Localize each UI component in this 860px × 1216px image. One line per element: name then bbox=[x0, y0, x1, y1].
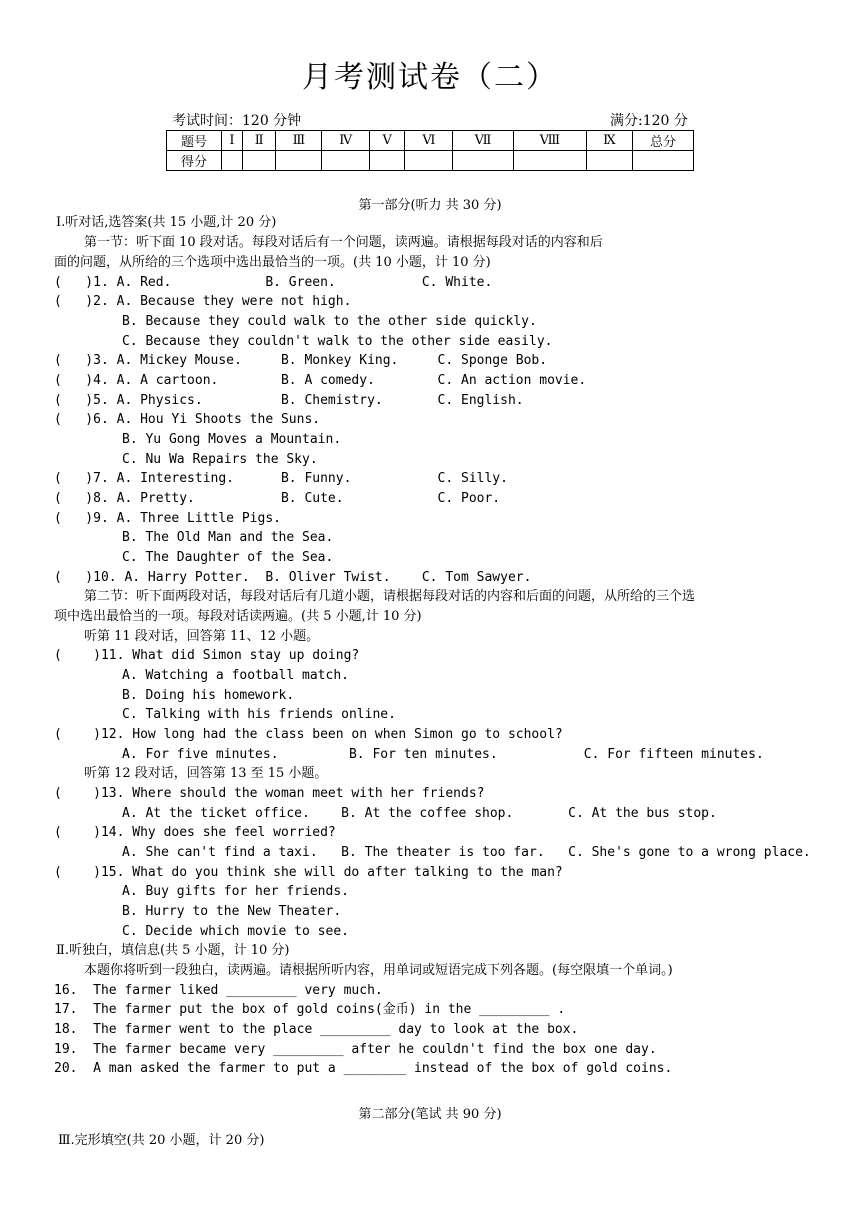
question-8: ( )8. A. Pretty. B. Cute. C. Poor. bbox=[54, 491, 501, 506]
score-header-cell: 题号 bbox=[167, 131, 222, 151]
question-15-option-b: B. Hurry to the New Theater. bbox=[122, 904, 342, 919]
score-table-score-row bbox=[167, 151, 694, 171]
page-title: 月考测试卷（二） bbox=[302, 60, 558, 95]
score-header-cell: Ⅷ bbox=[513, 131, 586, 151]
question-5: ( )5. A. Physics. B. Chemistry. C. English. bbox=[54, 393, 524, 408]
score-cell[interactable] bbox=[276, 151, 322, 171]
score-table bbox=[166, 130, 694, 171]
score-header-cell: Ⅲ bbox=[276, 131, 322, 151]
question-12-options: A. For five minutes. B. For ten minutes. C. For fifteen minutes. bbox=[122, 747, 764, 762]
question-9: ( )9. A. Three Little Pigs. bbox=[54, 511, 281, 526]
score-row-label: 得分 bbox=[167, 151, 222, 171]
section1-part2-instruction-cont: 项中选出最恰当的一项。每段对话读两遍。(共 5 小题,计 10 分) bbox=[54, 609, 422, 624]
question-3: ( )3. A. Mickey Mouse. B. Monkey King. C. Sponge Bob. bbox=[54, 353, 548, 368]
score-cell[interactable] bbox=[242, 151, 275, 171]
question-18: 18. The farmer went to the place _________ day to look at the box. bbox=[54, 1022, 579, 1037]
section3-heading: Ⅲ.完形填空(共 20 小题，计 20 分) bbox=[58, 1133, 265, 1148]
exam-time: 考试时间：120 分钟 bbox=[172, 113, 302, 129]
question-14-options: A. She can't find a taxi. B. The theater is too far. C. She's gone to a wrong place. bbox=[122, 845, 811, 860]
section2-instruction: 本题你将听到一段独白，读两遍。请根据所听内容，用单词或短语完成下列各题。(每空限填一个单词。) bbox=[84, 963, 673, 978]
question-19: 19. The farmer became very _________ after he couldn't find the box one day. bbox=[54, 1042, 657, 1057]
score-header-cell: Ⅵ bbox=[405, 131, 453, 151]
section1-heading: Ⅰ.听对话,选答案(共 15 小题,计 20 分) bbox=[56, 215, 277, 230]
section2-heading: Ⅱ.听独白，填信息(共 5 小题，计 10 分) bbox=[56, 943, 290, 958]
question-10: ( )10. A. Harry Potter. B. Oliver Twist. C. Tom Sawyer. bbox=[54, 570, 532, 585]
question-11: ( )11. What did Simon stay up doing? bbox=[54, 648, 360, 663]
score-header-cell: Ⅰ bbox=[222, 131, 243, 151]
question-9-option-c: C. The Daughter of the Sea. bbox=[122, 550, 334, 565]
score-cell[interactable] bbox=[370, 151, 405, 171]
question-7: ( )7. A. Interesting. B. Funny. C. Silly. bbox=[54, 471, 508, 486]
part2-heading: 第二部分(笔试 共 90 分) bbox=[358, 1107, 502, 1122]
question-15-option-c: C. Decide which movie to see. bbox=[122, 924, 349, 939]
question-6-option-b: B. Yu Gong Moves a Mountain. bbox=[122, 432, 342, 447]
question-11-option-b: B. Doing his homework. bbox=[122, 688, 295, 703]
question-14: ( )14. Why does she feel worried? bbox=[54, 825, 336, 840]
score-cell[interactable] bbox=[222, 151, 243, 171]
question-15: ( )15. What do you think she will do after talking to the man? bbox=[54, 865, 563, 880]
question-16: 16. The farmer liked _________ very much. bbox=[54, 983, 383, 998]
part1-heading: 第一部分(听力 共 30 分) bbox=[358, 198, 502, 213]
question-6: ( )6. A. Hou Yi Shoots the Suns. bbox=[54, 412, 321, 427]
score-header-cell: Ⅱ bbox=[242, 131, 275, 151]
question-15-option-a: A. Buy gifts for her friends. bbox=[122, 884, 349, 899]
score-header-cell: Ⅶ bbox=[453, 131, 513, 151]
score-cell[interactable] bbox=[405, 151, 453, 171]
question-4: ( )4. A. A cartoon. B. A comedy. C. An action movie. bbox=[54, 373, 587, 388]
question-12: ( )12. How long had the class been on when Simon go to school? bbox=[54, 727, 563, 742]
question-2-option-c: C. Because they couldn't walk to the other side easily. bbox=[122, 334, 553, 349]
section1-part2-instruction: 第二节：听下面两段对话，每段对话后有几道小题，请根据每段对话的内容和后面的问题，从所给的三个选 bbox=[84, 589, 696, 604]
question-11-option-a: A. Watching a football match. bbox=[122, 668, 349, 683]
score-header-cell: 总分 bbox=[633, 131, 694, 151]
question-11-option-c: C. Talking with his friends online. bbox=[122, 707, 396, 722]
score-cell[interactable] bbox=[513, 151, 586, 171]
score-cell[interactable] bbox=[453, 151, 513, 171]
score-header-cell: Ⅳ bbox=[322, 131, 370, 151]
question-1: ( )1. A. Red. B. Green. C. White. bbox=[54, 275, 493, 290]
score-cell[interactable] bbox=[322, 151, 370, 171]
full-score: 满分:120 分 bbox=[610, 113, 688, 129]
question-17: 17. The farmer put the box of gold coins(金币) in the _________ . bbox=[54, 1002, 566, 1017]
score-header-cell: Ⅸ bbox=[586, 131, 632, 151]
question-13-options: A. At the ticket office. B. At the coffee shop. C. At the bus stop. bbox=[122, 806, 717, 821]
question-20: 20. A man asked the farmer to put a ________ instead of the box of gold coins. bbox=[54, 1061, 673, 1076]
question-2: ( )2. A. Because they were not high. bbox=[54, 294, 352, 309]
score-table-header-row bbox=[167, 131, 694, 151]
question-6-option-c: C. Nu Wa Repairs the Sky. bbox=[122, 452, 318, 467]
dialog-11-intro: 听第 11 段对话，回答第 11、12 小题。 bbox=[84, 629, 320, 644]
score-cell[interactable] bbox=[633, 151, 694, 171]
dialog-12-intro: 听第 12 段对话，回答第 13 至 15 小题。 bbox=[84, 766, 328, 781]
score-cell[interactable] bbox=[586, 151, 632, 171]
section1-instruction-cont: 面的问题，从所给的三个选项中选出最恰当的一项。(共 10 小题，计 10 分) bbox=[54, 255, 491, 270]
question-13: ( )13. Where should the woman meet with her friends? bbox=[54, 786, 485, 801]
question-9-option-b: B. The Old Man and the Sea. bbox=[122, 530, 334, 545]
score-header-cell: Ⅴ bbox=[370, 131, 405, 151]
section1-instruction: 第一节：听下面 10 段对话。每段对话后有一个问题，读两遍。请根据每段对话的内容和后 bbox=[84, 235, 603, 250]
question-2-option-b: B. Because they could walk to the other side quickly. bbox=[122, 314, 537, 329]
